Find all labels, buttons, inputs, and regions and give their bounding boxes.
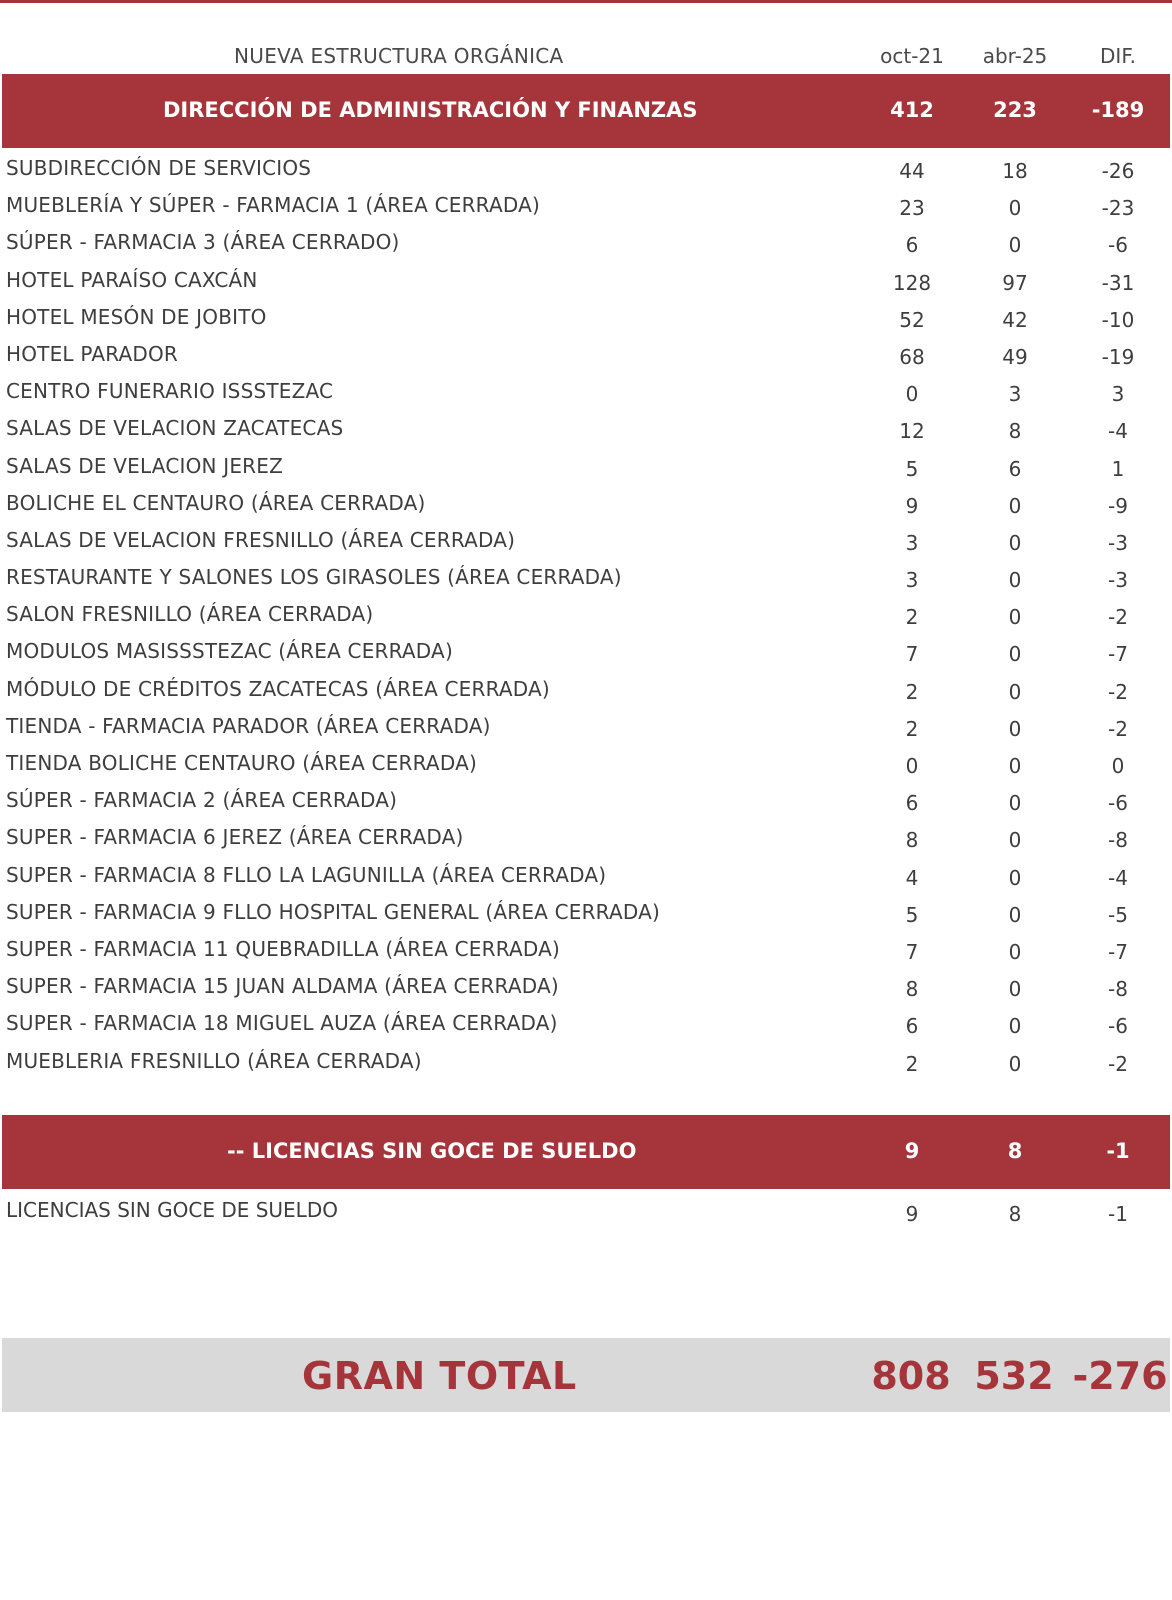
row-name: SÚPER - FARMACIA 3 (ÁREA CERRADO): [6, 230, 400, 255]
table-row: [0, 708, 1172, 745]
table-row: [0, 633, 1172, 670]
row-value-abr25: 18: [1002, 159, 1028, 183]
section-title: -- LICENCIAS SIN GOCE DE SUELDO: [227, 1139, 637, 1163]
table-row: [0, 522, 1172, 559]
table-row: [0, 1005, 1172, 1042]
row-value-oct21: 3: [905, 568, 919, 593]
row-value-abr25: 0: [1008, 939, 1022, 964]
row-value-abr25: 0: [1008, 716, 1022, 741]
table-row: [0, 224, 1172, 261]
row-value-abr25: 0: [1008, 1014, 1022, 1039]
row-value-abr25: 6: [1008, 456, 1022, 481]
table-row: [0, 336, 1172, 373]
column-header-row: [0, 38, 1172, 72]
table-row: [0, 150, 1172, 187]
grand-total-oct21: 808: [871, 1354, 951, 1398]
row-value-dif: -1: [1108, 1202, 1128, 1226]
row-value-abr25: 0: [1008, 642, 1022, 667]
row-value-dif: -2: [1108, 716, 1128, 741]
section-value-oct21: 9: [904, 1139, 920, 1163]
row-value-abr25: 42: [1002, 307, 1028, 332]
table-row: [0, 299, 1172, 336]
row-value-abr25: 0: [1008, 530, 1022, 555]
row-value-oct21: 8: [905, 828, 919, 853]
row-value-abr25: 97: [1002, 270, 1028, 295]
table-row: [0, 1043, 1172, 1080]
row-value-oct21: 3: [905, 530, 919, 555]
row-name: TIENDA - FARMACIA PARADOR (ÁREA CERRADA): [6, 713, 491, 738]
row-value-dif: -8: [1108, 977, 1128, 1002]
row-value-abr25: 0: [1008, 754, 1022, 778]
row-value-oct21: 0: [905, 754, 919, 778]
row-value-oct21: 8: [905, 977, 919, 1002]
row-name: SÚPER - FARMACIA 2 (ÁREA CERRADA): [6, 788, 398, 813]
row-value-oct21: 5: [905, 456, 919, 481]
table-row: [0, 782, 1172, 819]
row-name: CENTRO FUNERARIO ISSSTEZAC: [6, 379, 334, 404]
row-name: SALAS DE VELACION ZACATECAS: [6, 416, 344, 441]
row-value-oct21: 5: [905, 902, 919, 927]
row-value-dif: -4: [1108, 419, 1128, 444]
row-value-oct21: 44: [899, 159, 925, 183]
row-value-dif: -26: [1101, 159, 1135, 183]
column-header-abr25: abr-25: [982, 44, 1048, 68]
row-value-dif: -31: [1101, 270, 1135, 295]
section-value-dif: -189: [1091, 98, 1145, 122]
row-name: HOTEL MESÓN DE JOBITO: [6, 304, 267, 329]
row-value-abr25: 0: [1008, 568, 1022, 593]
row-value-dif: -6: [1108, 1014, 1128, 1039]
row-value-dif: -5: [1108, 902, 1128, 927]
row-value-abr25: 0: [1008, 233, 1022, 258]
row-value-dif: 1: [1111, 456, 1125, 481]
table-row: [0, 373, 1172, 410]
row-value-oct21: 52: [899, 307, 925, 332]
grand-total-dif: -276: [1072, 1354, 1168, 1398]
row-value-dif: -6: [1108, 233, 1128, 258]
row-value-dif: -7: [1108, 642, 1128, 667]
row-name: SUPER - FARMACIA 8 FLLO LA LAGUNILLA (ÁREA CERRADA): [6, 862, 607, 887]
row-value-abr25: 0: [1008, 196, 1022, 221]
table-row: [0, 410, 1172, 447]
row-name: SALON FRESNILLO (ÁREA CERRADA): [6, 602, 374, 627]
section-value-dif: -1: [1106, 1139, 1130, 1163]
table-row: [0, 894, 1172, 931]
row-value-oct21: 2: [905, 1051, 919, 1076]
table-row: [0, 559, 1172, 596]
column-header-oct21: oct-21: [880, 44, 944, 68]
table-row: [0, 819, 1172, 856]
section-rows-administracion: [0, 150, 1172, 1080]
row-name: SUPER - FARMACIA 11 QUEBRADILLA (ÁREA CERRADA): [6, 936, 561, 961]
row-value-oct21: 6: [905, 791, 919, 816]
column-header-dif: DIF.: [1100, 44, 1136, 68]
row-name: SUPER - FARMACIA 6 JEREZ (ÁREA CERRADA): [6, 825, 464, 850]
top-rule: [0, 0, 1172, 3]
row-name: SUPER - FARMACIA 15 JUAN ALDAMA (ÁREA CERRADA): [6, 974, 559, 999]
row-value-dif: -19: [1101, 344, 1135, 369]
row-value-dif: -2: [1108, 605, 1128, 630]
row-value-abr25: 0: [1008, 902, 1022, 927]
row-value-oct21: 6: [905, 233, 919, 258]
row-value-abr25: 3: [1008, 382, 1022, 407]
table-row: [0, 671, 1172, 708]
grand-total-abr25: 532: [974, 1354, 1054, 1398]
table-row: [0, 596, 1172, 633]
row-value-dif: -4: [1108, 865, 1128, 890]
row-value-oct21: 23: [899, 196, 925, 221]
row-name: MUEBLERIA FRESNILLO (ÁREA CERRADA): [6, 1048, 422, 1073]
row-value-dif: -3: [1108, 530, 1128, 555]
section-value-abr25: 223: [993, 98, 1037, 122]
row-name: TIENDA BOLICHE CENTAURO (ÁREA CERRADA): [6, 751, 477, 775]
table-row: [0, 931, 1172, 968]
row-value-oct21: 4: [905, 865, 919, 890]
row-value-abr25: 0: [1008, 865, 1022, 890]
table-row: [0, 1192, 1172, 1229]
row-value-abr25: 0: [1008, 493, 1022, 518]
table-row: [0, 187, 1172, 224]
row-value-oct21: 12: [899, 419, 925, 444]
table-row: [0, 448, 1172, 485]
row-value-oct21: 7: [905, 939, 919, 964]
row-value-abr25: 0: [1008, 791, 1022, 816]
row-name: BOLICHE EL CENTAURO (ÁREA CERRADA): [6, 490, 426, 515]
table-row: [0, 485, 1172, 522]
row-value-dif: -10: [1101, 307, 1135, 332]
row-value-oct21: 128: [892, 270, 932, 295]
row-value-abr25: 0: [1008, 1051, 1022, 1076]
row-value-dif: -2: [1108, 679, 1128, 704]
row-value-oct21: 2: [905, 716, 919, 741]
row-value-oct21: 6: [905, 1014, 919, 1039]
row-value-abr25: 0: [1008, 605, 1022, 630]
row-value-abr25: 49: [1002, 344, 1028, 369]
row-value-abr25: 0: [1008, 977, 1022, 1002]
row-name: MÓDULO DE CRÉDITOS ZACATECAS (ÁREA CERRADA): [6, 676, 550, 701]
grand-total-bar: [2, 1338, 1170, 1412]
row-value-oct21: 2: [905, 679, 919, 704]
row-value-dif: -8: [1108, 828, 1128, 853]
table-row: [0, 262, 1172, 299]
row-name: HOTEL PARADOR: [6, 341, 179, 366]
row-name: MODULOS MASISSSTEZAC (ÁREA CERRADA): [6, 639, 453, 664]
row-value-dif: -7: [1108, 939, 1128, 964]
row-name: RESTAURANTE Y SALONES LOS GIRASOLES (ÁREA CERRADA): [6, 565, 622, 590]
row-value-oct21: 7: [905, 642, 919, 667]
row-value-oct21: 0: [905, 382, 919, 407]
row-value-dif: -2: [1108, 1051, 1128, 1076]
row-name: MUEBLERÍA Y SÚPER - FARMACIA 1 (ÁREA CERRADA): [6, 193, 540, 218]
table-row: [0, 745, 1172, 782]
row-name: SALAS DE VELACION JEREZ: [6, 453, 284, 478]
row-name: LICENCIAS SIN GOCE DE SUELDO: [6, 1198, 338, 1222]
row-value-oct21: 9: [905, 1202, 919, 1226]
row-value-abr25: 8: [1008, 419, 1022, 444]
row-name: HOTEL PARAÍSO CAXCÁN: [6, 267, 258, 292]
row-value-oct21: 68: [899, 344, 925, 369]
row-name: SUBDIRECCIÓN DE SERVICIOS: [6, 156, 312, 180]
row-value-oct21: 9: [905, 493, 919, 518]
row-name: SUPER - FARMACIA 18 MIGUEL AUZA (ÁREA CERRADA): [6, 1011, 558, 1036]
row-value-abr25: 0: [1008, 828, 1022, 853]
row-value-dif: 3: [1111, 382, 1125, 407]
row-name: SUPER - FARMACIA 9 FLLO HOSPITAL GENERAL (ÁREA CERRADA): [6, 899, 660, 924]
table-row: [0, 968, 1172, 1005]
grand-total-label: GRAN TOTAL: [302, 1354, 577, 1398]
row-value-dif: -3: [1108, 568, 1128, 593]
row-value-dif: 0: [1111, 754, 1125, 778]
section-title: DIRECCIÓN DE ADMINISTRACIÓN Y FINANZAS: [163, 98, 698, 122]
section-value-abr25: 8: [1007, 1139, 1023, 1163]
table-row: [0, 857, 1172, 894]
row-value-dif: -23: [1101, 196, 1135, 221]
row-value-abr25: 8: [1008, 1202, 1022, 1226]
section-header-licencias: [2, 1115, 1170, 1189]
row-name: SALAS DE VELACION FRESNILLO (ÁREA CERRADA): [6, 527, 516, 552]
section-header-administracion: [2, 74, 1170, 148]
row-value-dif: -6: [1108, 791, 1128, 816]
row-value-oct21: 2: [905, 605, 919, 630]
section-value-oct21: 412: [890, 98, 934, 122]
row-value-dif: -9: [1108, 493, 1128, 518]
column-header-structure: NUEVA ESTRUCTURA ORGÁNICA: [234, 44, 564, 68]
row-value-abr25: 0: [1008, 679, 1022, 704]
